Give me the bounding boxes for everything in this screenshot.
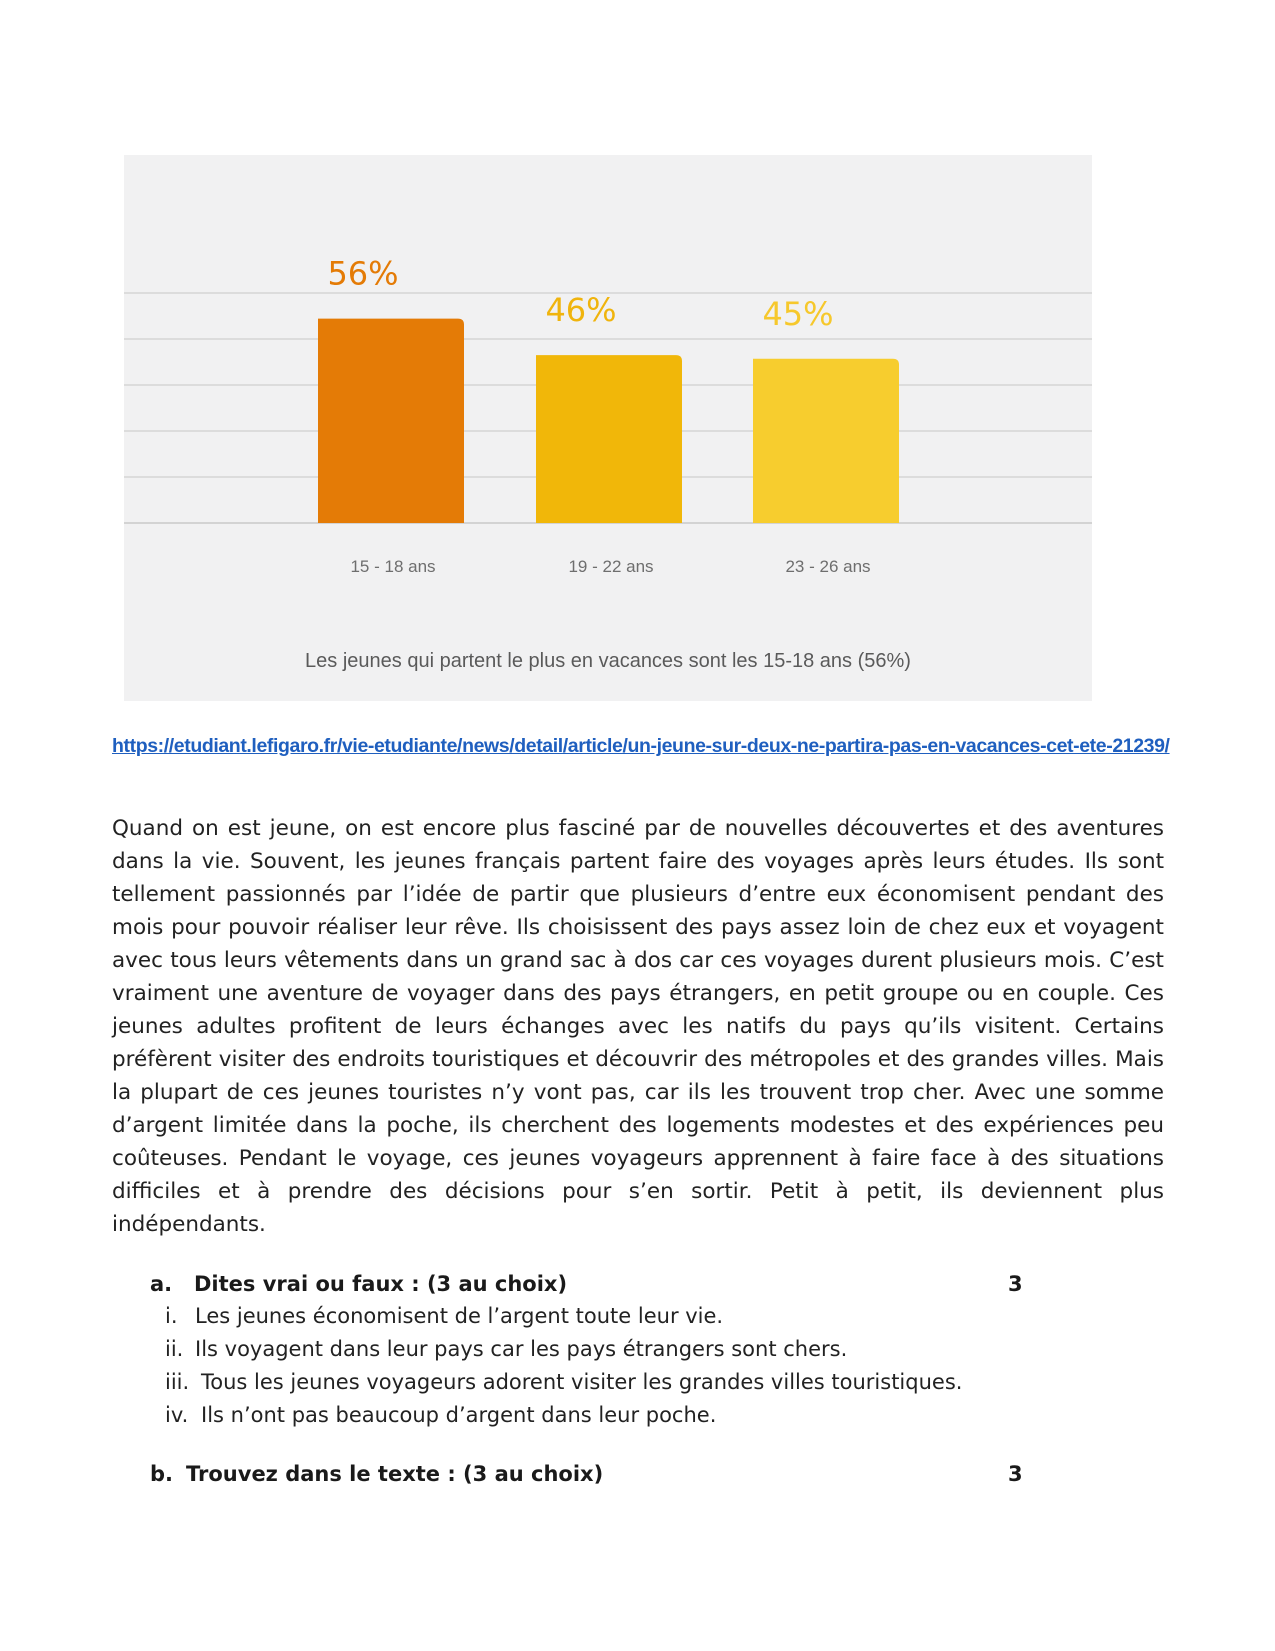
question-b bbox=[150, 1458, 1030, 1490]
statement-item bbox=[165, 1399, 962, 1432]
question-a-marks: 3 bbox=[1008, 1272, 1023, 1296]
true-false-statements bbox=[165, 1300, 962, 1432]
question-b-marks: 3 bbox=[1008, 1462, 1023, 1486]
bar-1 bbox=[318, 319, 464, 523]
statement-item bbox=[165, 1333, 962, 1366]
statement-number: iv. bbox=[165, 1403, 189, 1427]
statement-number: i. bbox=[165, 1304, 178, 1328]
statement-item bbox=[165, 1366, 962, 1399]
category-label: 23 - 26 ans bbox=[785, 557, 871, 576]
reading-passage: Quand on est jeune, on est encore plus fasciné par de nouvelles découvertes et des aventures dans la vie. Souvent, les jeunes français partent faire des voyages après leurs études. Ils sont tellement passionnés par l’idée de partir que plusieurs d’entre eux économisent pendant des mois pour pouvoir réaliser leur rêve. Ils choisissent des pays assez loin de chez eux et voyagent avec tous leurs vêtements dans un grand sac à dos car ces voyages durent plusieurs mois. C’est vraiment une aventure de voyager dans des pays étrangers, en petit groupe ou en couple. Ces jeunes adultes profitent de leurs échanges avec les natifs du pays qu’ils visitent. Certains préfèrent visiter des endroits touristiques et découvrir des métropoles et des grandes villes. Mais la plupart de ces jeunes touristes n’y vont pas, car ils les trouvent trop cher. Avec une somme d’argent limitée dans la poche, ils cherchent des logements modestes et des expériences peu coûteuses. Pendant le voyage, ces jeunes voyageurs apprennent à faire face à des situations difficiles et à prendre des décisions pour s’en sortir. Petit à petit, ils deviennent plus indépendants. bbox=[112, 816, 1164, 1237]
category-label: 19 - 22 ans bbox=[568, 557, 654, 576]
source-link[interactable]: https://etudiant.lefigaro.fr/vie-etudiante/news/detail/article/un-jeune-sur-deux-ne-partira-pas-en-vacances-cet-ete-21239/ bbox=[112, 735, 1170, 757]
statement-text: Ils voyagent dans leur pays car les pays étrangers sont chers. bbox=[195, 1337, 848, 1361]
question-b-letter: b. bbox=[150, 1462, 174, 1486]
bar-3 bbox=[753, 359, 899, 523]
bar-value-label: 46% bbox=[545, 291, 617, 330]
question-a-letter: a. bbox=[150, 1272, 173, 1296]
bar-value-label: 56% bbox=[327, 254, 399, 293]
bar-2 bbox=[536, 355, 682, 523]
category-label: 15 - 18 ans bbox=[350, 557, 436, 576]
statement-number: ii. bbox=[165, 1337, 184, 1361]
question-a-title: Dites vrai ou faux : (3 au choix) bbox=[194, 1272, 568, 1296]
chart-caption: Les jeunes qui partent le plus en vacances sont les 15-18 ans (56%) bbox=[305, 650, 911, 672]
question-a bbox=[150, 1268, 1030, 1300]
bar-chart-figure bbox=[124, 155, 1092, 701]
statement-number: iii. bbox=[165, 1370, 190, 1394]
statement-text: Les jeunes économisent de l’argent toute leur vie. bbox=[195, 1304, 724, 1328]
question-b-title: Trouvez dans le texte : (3 au choix) bbox=[186, 1462, 604, 1486]
statement-item bbox=[165, 1300, 962, 1333]
statement-text: Ils n’ont pas beaucoup d’argent dans leur poche. bbox=[201, 1403, 717, 1427]
bar-value-label: 45% bbox=[762, 294, 834, 333]
chart-bars bbox=[318, 319, 899, 523]
statement-text: Tous les jeunes voyageurs adorent visiter les grandes villes touristiques. bbox=[201, 1370, 963, 1394]
bar-chart bbox=[124, 155, 1092, 701]
